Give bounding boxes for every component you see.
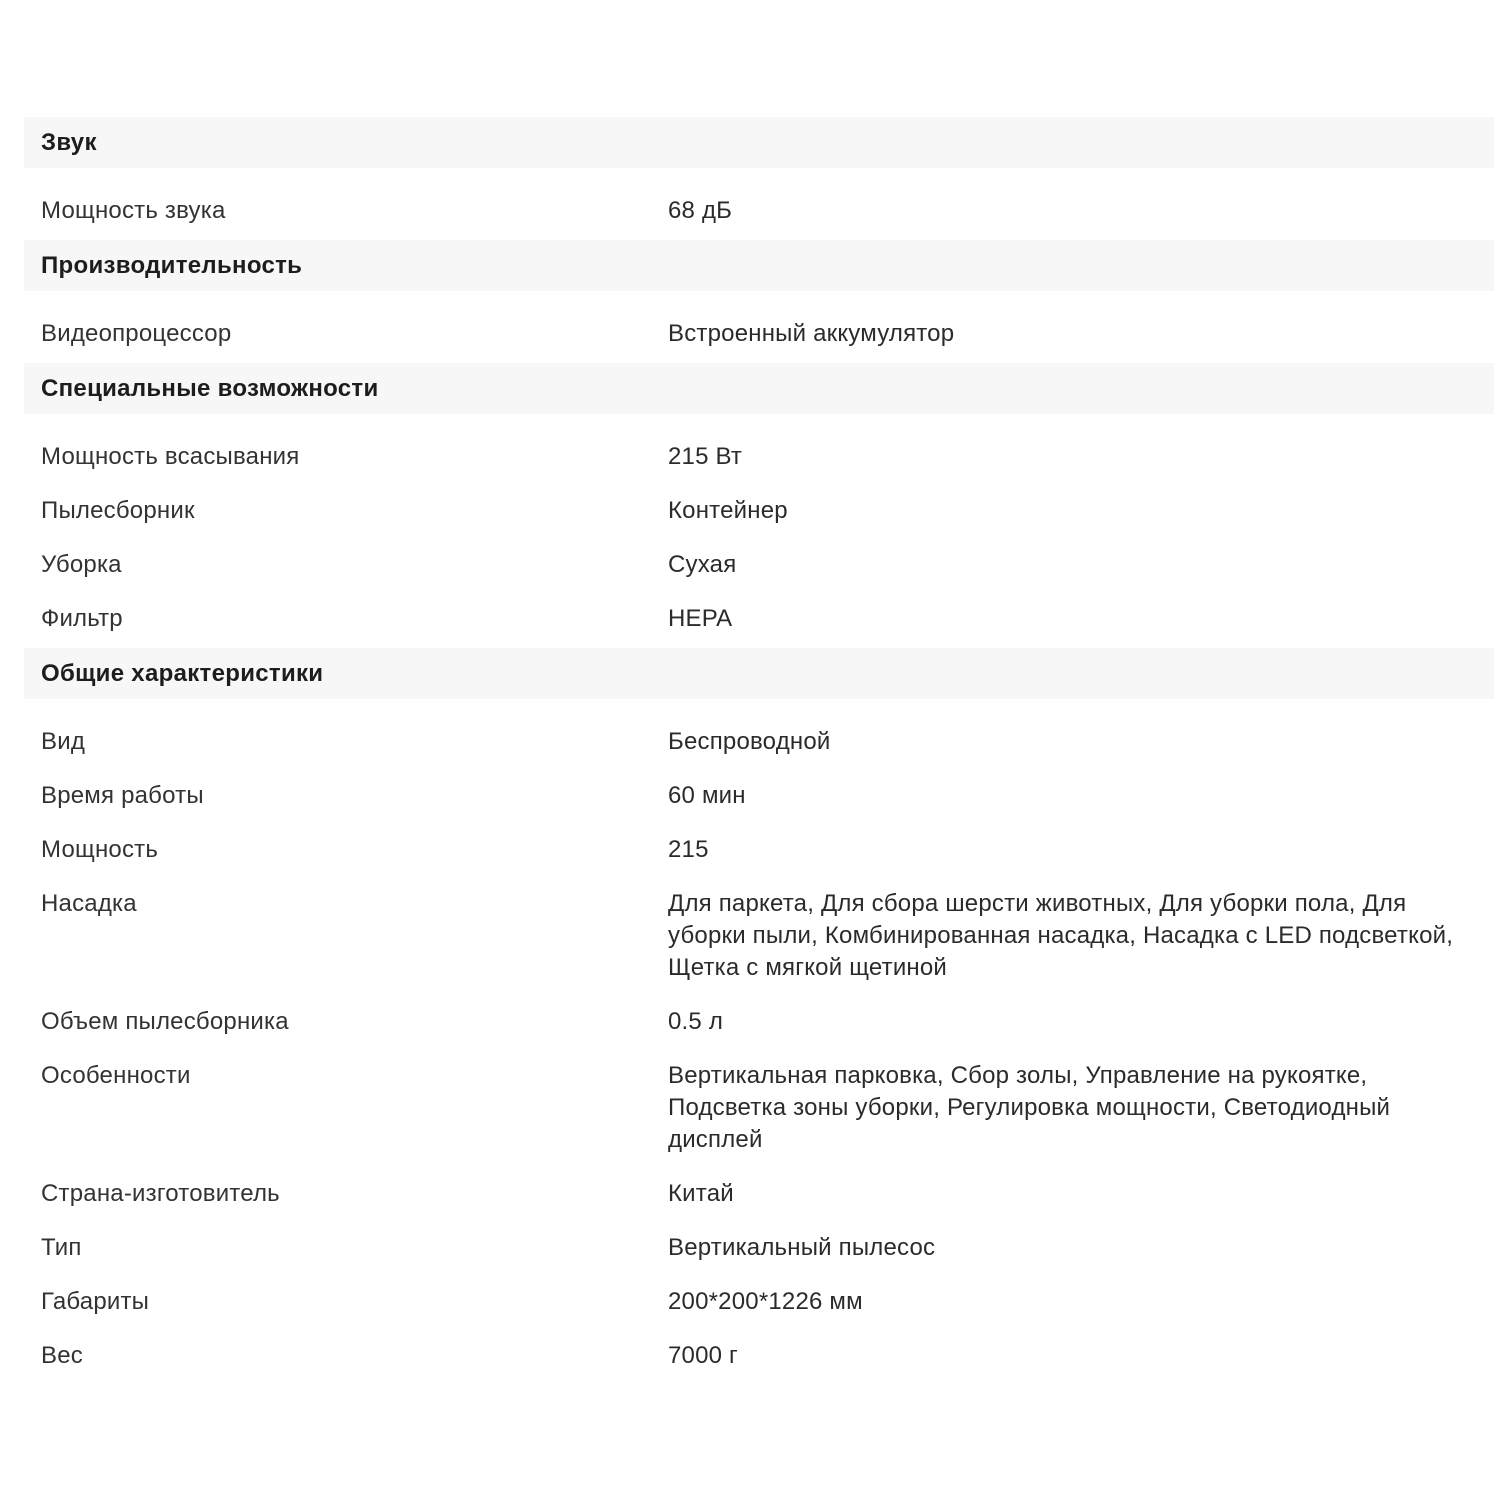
spec-row bbox=[41, 888, 1494, 984]
spec-section bbox=[24, 240, 1494, 363]
spec-label: Мощность bbox=[41, 836, 159, 863]
section-title: Звук bbox=[24, 117, 1494, 168]
spec-label: Вид bbox=[41, 728, 86, 755]
spec-label: Мощность всасывания bbox=[41, 443, 300, 470]
spec-label: Насадка bbox=[41, 890, 137, 917]
spec-value: 200*200*1226 мм bbox=[668, 1288, 863, 1315]
spec-row bbox=[41, 318, 1494, 350]
spec-label: Уборка bbox=[41, 551, 122, 578]
spec-row bbox=[41, 1232, 1494, 1264]
spec-label: Пылесборник bbox=[41, 497, 195, 524]
spec-label: Габариты bbox=[41, 1288, 150, 1315]
spec-section bbox=[24, 117, 1494, 240]
spec-label: Вес bbox=[41, 1342, 83, 1369]
spec-row bbox=[41, 603, 1494, 635]
spec-value: 0.5 л bbox=[668, 1008, 724, 1035]
spec-section bbox=[24, 648, 1494, 1385]
spec-value: Для паркета, Для сбора шерсти животных, Для уборки пола, Для уборки пыли, Комбинированная насадка, Насадка с LED подсветкой, Щетка с мягкой щетиной bbox=[668, 890, 1454, 981]
spec-label: Видеопроцессор bbox=[41, 320, 232, 347]
spec-value: Сухая bbox=[668, 551, 737, 578]
section-rows bbox=[24, 414, 1494, 648]
spec-value: Вертикальная парковка, Сбор золы, Управление на рукоятке, Подсветка зоны уборки, Регулировка мощности, Светодиодный дисплей bbox=[668, 1062, 1391, 1153]
spec-value: Вертикальный пылесос bbox=[668, 1234, 936, 1261]
spec-label: Страна-изготовитель bbox=[41, 1180, 280, 1207]
spec-label: Объем пылесборника bbox=[41, 1008, 289, 1035]
spec-row bbox=[41, 195, 1494, 227]
spec-row bbox=[41, 1286, 1494, 1318]
spec-label: Особенности bbox=[41, 1062, 191, 1089]
product-specs-table bbox=[24, 117, 1494, 1385]
spec-row bbox=[41, 1340, 1494, 1372]
spec-label: Мощность звука bbox=[41, 197, 226, 224]
spec-row bbox=[41, 726, 1494, 758]
spec-value: Беспроводной bbox=[668, 728, 831, 755]
spec-row bbox=[41, 495, 1494, 527]
section-title: Производительность bbox=[24, 240, 1494, 291]
section-title: Общие характеристики bbox=[24, 648, 1494, 699]
spec-row bbox=[41, 834, 1494, 866]
spec-value: Контейнер bbox=[668, 497, 788, 524]
spec-value: 215 bbox=[668, 836, 709, 863]
section-rows bbox=[24, 699, 1494, 1385]
spec-label: Тип bbox=[41, 1234, 82, 1261]
spec-value: 68 дБ bbox=[668, 197, 733, 224]
spec-section bbox=[24, 363, 1494, 648]
spec-value: Встроенный аккумулятор bbox=[668, 320, 955, 347]
spec-label: Время работы bbox=[41, 782, 204, 809]
spec-value: Китай bbox=[668, 1180, 734, 1207]
spec-value: HEPA bbox=[668, 605, 733, 632]
spec-row bbox=[41, 441, 1494, 473]
section-rows bbox=[24, 291, 1494, 363]
spec-row bbox=[41, 1178, 1494, 1210]
spec-row bbox=[41, 549, 1494, 581]
spec-value: 215 Вт bbox=[668, 443, 743, 470]
section-rows bbox=[24, 168, 1494, 240]
spec-value: 7000 г bbox=[668, 1342, 739, 1369]
spec-value: 60 мин bbox=[668, 782, 746, 809]
spec-row bbox=[41, 780, 1494, 812]
spec-label: Фильтр bbox=[41, 605, 123, 632]
spec-row bbox=[41, 1006, 1494, 1038]
spec-row bbox=[41, 1060, 1494, 1156]
section-title: Специальные возможности bbox=[24, 363, 1494, 414]
